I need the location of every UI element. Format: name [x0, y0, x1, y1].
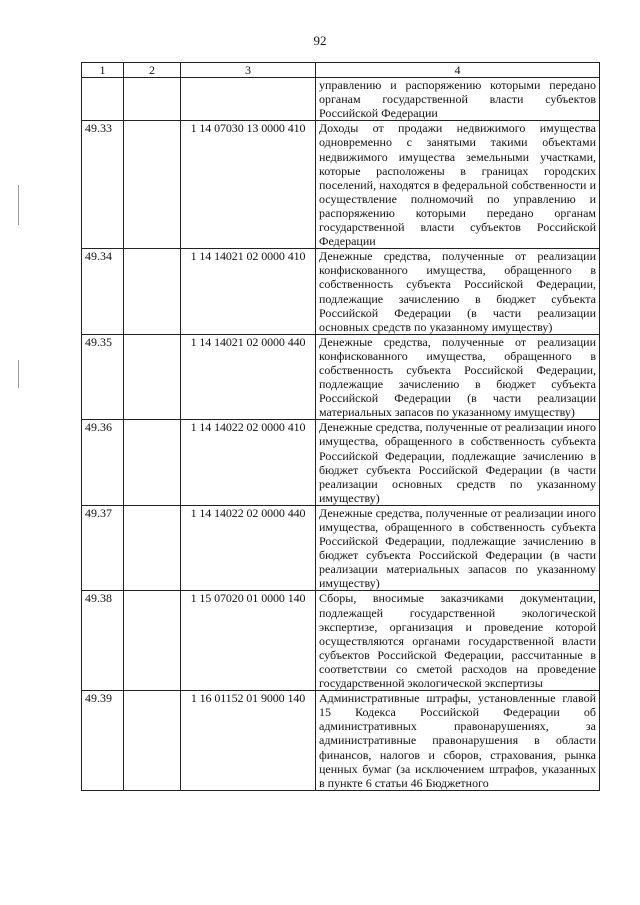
table-header-row	[82, 63, 600, 78]
row-number: 49.34	[82, 249, 124, 335]
table-row	[82, 78, 600, 121]
table-row	[82, 420, 600, 506]
budget-code: 1 14 14021 02 0000 440	[181, 334, 316, 420]
row-description: Доходы от продажи недвижимого имущества одновременно с занятыми такими объектами недвижимого имущества земельными участками, которые расположены в границах городских поселений, находятся в федеральной собственности и осуществление полномочий по управлению и распоряжению которыми передано органам государственной власти субъектов Российской Федерации	[316, 121, 600, 249]
table-row	[82, 334, 600, 420]
table-row	[82, 249, 600, 335]
column-header: 4	[316, 63, 600, 78]
row-number: 49.33	[82, 121, 124, 249]
budget-code: 1 16 01152 01 9000 140	[181, 691, 316, 791]
row-col2	[124, 249, 181, 335]
row-col2	[124, 334, 181, 420]
column-header: 2	[124, 63, 181, 78]
row-col2	[124, 591, 181, 691]
page-number: 92	[313, 33, 327, 48]
row-description: Сборы, вносимые заказчиками документации, подлежащей государственной экологической экспертизе, организация и проведение которой осуществляются органами государственной власти субъектов Российской Федерации, рассчитанные в соответствии со сметой расходов на проведение государственной экологической экспертизы	[316, 591, 600, 691]
column-header: 1	[82, 63, 124, 78]
row-col2	[124, 505, 181, 591]
table-row	[82, 691, 600, 791]
table-row	[82, 121, 600, 249]
row-col2	[124, 78, 181, 121]
row-number: 49.35	[82, 334, 124, 420]
row-number: 49.39	[82, 691, 124, 791]
table-row	[82, 591, 600, 691]
row-col2	[124, 691, 181, 791]
row-number	[82, 78, 124, 121]
row-number: 49.36	[82, 420, 124, 506]
row-description: Денежные средства, полученные от реализации конфискованного имущества, обращенного в собственность субъекта Российской Федерации, подлежащие зачислению в бюджет субъекта Российской Федерации (в части реализации основных средств по указанному имуществу)	[316, 249, 600, 335]
table-row	[82, 505, 600, 591]
budget-code: 1 14 14022 02 0000 410	[181, 420, 316, 506]
row-number: 49.37	[82, 505, 124, 591]
budget-codes-table	[81, 62, 600, 791]
scan-artifact-line	[18, 360, 19, 388]
row-col2	[124, 121, 181, 249]
row-description: управлению и распоряжению которыми передано органам государственной власти субъектов Российской Федерации	[316, 78, 600, 121]
budget-code: 1 14 14021 02 0000 410	[181, 249, 316, 335]
row-description: Денежные средства, полученные от реализации конфискованного имущества, обращенного в собственность субъекта Российской Федерации, подлежащие зачислению в бюджет субъекта Российской Федерации (в части реализации материальных запасов по указанному имуществу)	[316, 334, 600, 420]
budget-code: 1 15 07020 01 0000 140	[181, 591, 316, 691]
row-description: Денежные средства, полученные от реализации иного имущества, обращенного в собственность субъекта Российской Федерации, подлежащие зачислению в бюджет субъекта Российской Федерации (в части реализации материальных запасов по указанному имуществу)	[316, 505, 600, 591]
row-description: Административные штрафы, установленные главой 15 Кодекса Российской Федерации об административных правонарушениях, за административные правонарушения в области финансов, налогов и сборов, страхования, рынка ценных бумаг (за исключением штрафов, указанных в пункте 6 статьи 46 Бюджетного	[316, 691, 600, 791]
row-description: Денежные средства, полученные от реализации иного имущества, обращенного в собственность субъекта Российской Федерации, подлежащие зачислению в бюджет субъекта Российской Федерации (в части реализации основных средств по указанному имуществу)	[316, 420, 600, 506]
budget-code	[181, 78, 316, 121]
row-col2	[124, 420, 181, 506]
budget-code: 1 14 07030 13 0000 410	[181, 121, 316, 249]
row-number: 49.38	[82, 591, 124, 691]
scan-artifact-line	[18, 185, 19, 225]
budget-code: 1 14 14022 02 0000 440	[181, 505, 316, 591]
column-header: 3	[181, 63, 316, 78]
